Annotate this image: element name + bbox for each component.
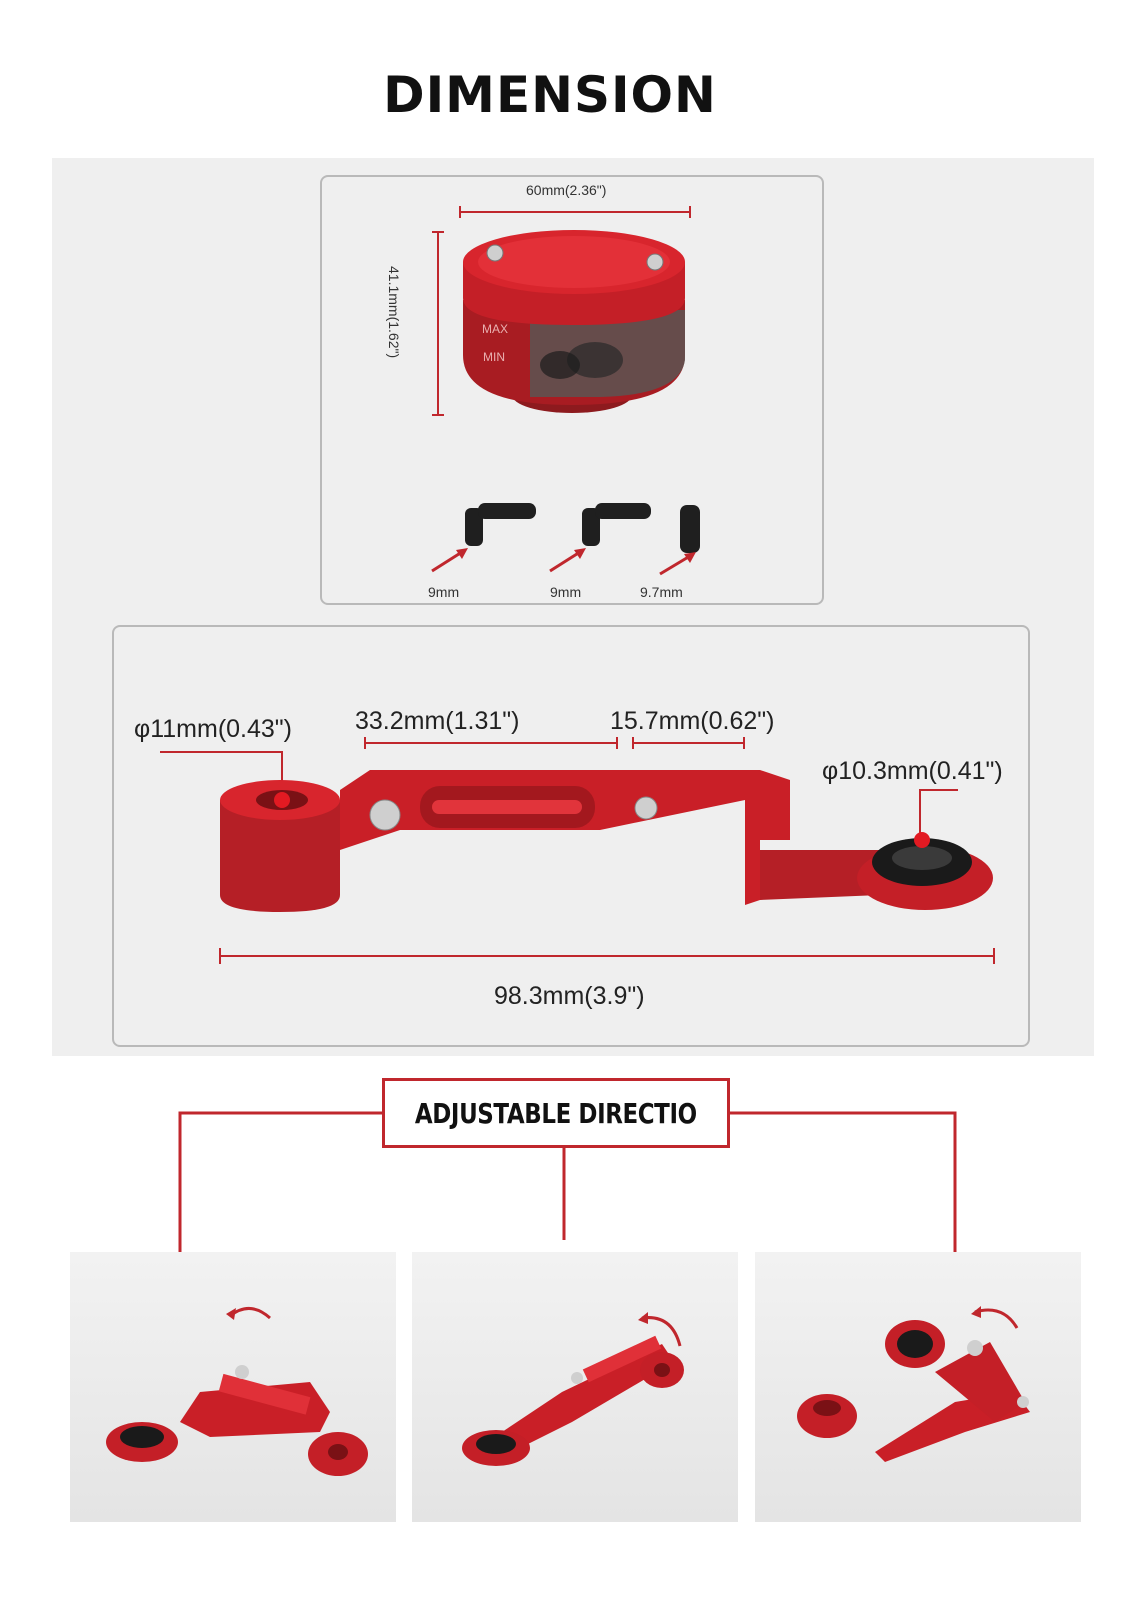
min-mark: MIN xyxy=(483,350,505,364)
max-mark: MAX xyxy=(482,322,509,336)
reservoir-width-label: 60mm(2.36") xyxy=(526,182,607,198)
left-hole-label: φ11mm(0.43") xyxy=(134,715,292,743)
position-photo-1 xyxy=(70,1252,396,1522)
right-hole-label: φ10.3mm(0.41") xyxy=(822,757,1003,785)
bracket-position-3-image xyxy=(755,1252,1081,1522)
adjustable-heading: ADJUSTABLE DIRECTIO xyxy=(415,1096,697,1130)
reservoir-height-label: 41.1mm(1.62") xyxy=(386,266,402,359)
offset-label: 15.7mm(0.62") xyxy=(610,707,775,735)
slot-length-label: 33.2mm(1.31") xyxy=(355,707,520,735)
fitting-2-label: 9mm xyxy=(550,584,582,600)
position-photo-2 xyxy=(412,1252,738,1522)
page-title: DIMENSION xyxy=(383,66,717,124)
total-length-label: 98.3mm(3.9") xyxy=(494,982,645,1010)
bracket-position-1-image xyxy=(70,1252,396,1522)
fitting-3-label: 9.7mm xyxy=(640,584,683,600)
bracket-position-2-image xyxy=(412,1252,738,1522)
position-photo-3 xyxy=(755,1252,1081,1522)
fitting-1-label: 9mm xyxy=(428,584,460,600)
